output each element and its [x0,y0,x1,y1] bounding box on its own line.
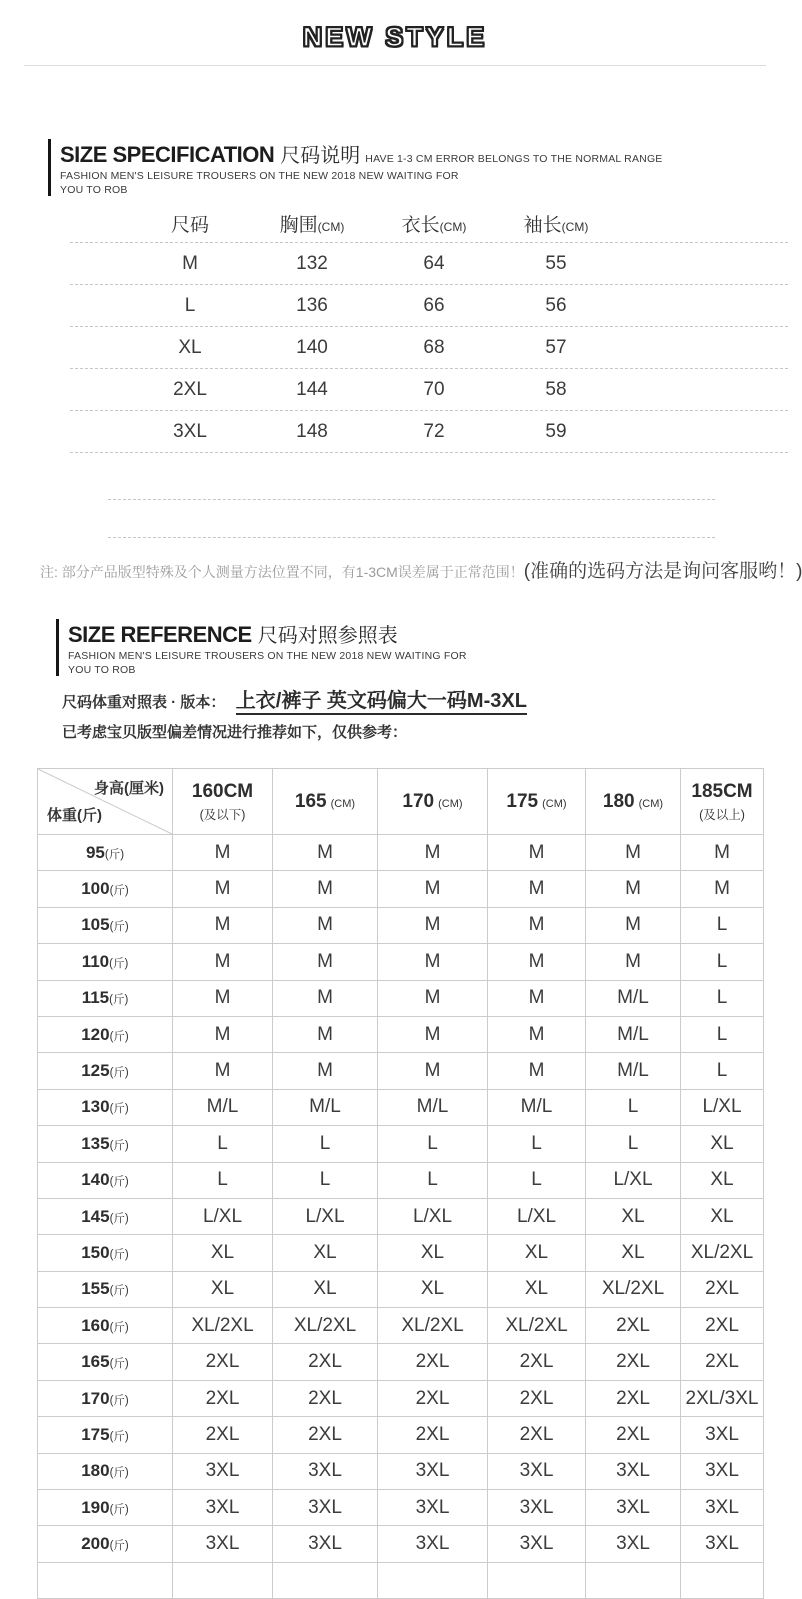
size-cell: M [488,1053,586,1089]
spec-table-row [70,243,788,285]
size-cell: L [273,1126,378,1162]
size-cell: 2XL [586,1308,681,1344]
weight-value: 125 [81,1061,110,1081]
weight-unit: (斤) [109,885,129,898]
weight-unit: (斤) [109,1248,129,1261]
size-cell: 2XL [173,1380,273,1416]
size-cell: M [173,871,273,907]
spec-subtitle-line2: YOU TO ROB [60,184,128,196]
version-label: 尺码体重对照表 · 版本： [62,694,226,711]
size-cell: L/XL [173,1198,273,1234]
spec-table-row [70,285,788,327]
size-cell: M [378,1053,488,1089]
weight-value: 175 [81,1424,110,1444]
weight-row [38,944,764,980]
banner-divider [24,65,766,66]
weight-unit: (斤) [109,1321,129,1334]
size-cell: L/XL [681,1089,764,1125]
spec-column-header [251,210,373,237]
weight-cell [38,907,173,943]
size-cell [586,1562,681,1598]
weight-value: 135 [81,1133,110,1153]
note-gray-text: 注: 部分产品版型特殊及个人测量方法位置不同，有1-3CM误差属于正常范围！ [40,564,524,580]
corner-height-label: 身高(厘米) [94,780,164,797]
weight-row [38,1344,764,1380]
size-cell: L [681,944,764,980]
spec-column-unit: (CM) [317,220,345,234]
size-cell: L [273,1162,378,1198]
weight-cell [38,1562,173,1598]
size-cell: L [378,1162,488,1198]
size-cell: XL [378,1271,488,1307]
height-value: 175 [506,790,539,812]
weight-value: 190 [81,1497,110,1517]
size-cell: L [173,1162,273,1198]
version-line [62,684,790,713]
size-cell: XL [586,1235,681,1271]
size-cell: M [273,1016,378,1052]
weight-unit: (斤) [109,1103,129,1116]
size-cell: M [378,871,488,907]
weight-value: 165 [81,1352,110,1372]
size-cell: 2XL [586,1344,681,1380]
height-value: 165 [294,790,327,812]
weight-unit: (斤) [104,848,125,861]
size-cell: M [586,944,681,980]
size-cell: XL [488,1271,586,1307]
size-cell: 3XL [681,1490,764,1526]
size-cell: XL [586,1198,681,1234]
weight-value: 110 [81,951,110,971]
weight-row [38,1053,764,1089]
weight-row [38,980,764,1016]
spec-title-en: SIZE SPECIFICATION [60,142,275,167]
height-unit: (及以下) [199,807,246,822]
size-cell: 3XL [173,1526,273,1562]
section-accent-bar [48,139,51,196]
height-weight-size-table [37,768,764,1599]
weight-cell [38,1089,173,1125]
spec-sleeve-cell: 59 [545,420,567,442]
size-cell: 2XL [173,1417,273,1453]
size-cell: XL [273,1235,378,1271]
size-cell: 2XL [586,1380,681,1416]
size-cell: L [681,1016,764,1052]
size-spec-table [70,205,788,453]
weight-cell [38,1453,173,1489]
size-cell [681,1562,764,1598]
size-cell: M [173,1016,273,1052]
height-unit: (及以上) [699,807,745,822]
size-cell: XL/2XL [488,1308,586,1344]
weight-value: 105 [81,915,110,935]
weight-unit: (斤) [109,1430,129,1443]
spec-column-unit: (CM) [561,220,589,234]
height-unit: (CM) [638,797,664,810]
weight-cell [38,1053,173,1089]
banner-title: NEW STYLE [302,22,488,52]
size-cell: 2XL [378,1417,488,1453]
size-cell: 3XL [378,1453,488,1489]
weight-unit: (斤) [109,1285,129,1298]
size-cell: M [681,871,764,907]
height-unit: (CM) [542,797,567,810]
size-cell: 2XL [273,1380,378,1416]
weight-row [38,1016,764,1052]
weight-cell [38,980,173,1016]
size-cell: L [586,1126,681,1162]
size-cell: 3XL [681,1526,764,1562]
weight-unit: (斤) [109,1067,129,1080]
size-cell: M [378,1016,488,1052]
weight-row [38,1417,764,1453]
version-value: 上衣/裤子 英文码偏大一码M-3XL [236,690,527,715]
reference-subtitle-line1: FASHION MEN'S LEISURE TROUSERS ON THE NEW 2018 NEW WAITING FOR [68,650,467,662]
height-unit: (CM) [330,797,356,810]
weight-value: 120 [81,1024,110,1044]
weight-unit: (斤) [109,994,129,1007]
empty-dashed-line [108,500,715,538]
weight-cell [38,1162,173,1198]
spec-length-cell: 70 [423,378,445,400]
size-cell: 3XL [173,1453,273,1489]
size-cell: 2XL [681,1271,764,1307]
spec-length-cell: 64 [423,252,445,274]
spec-column-label: 袖长 [523,215,562,236]
weight-cell [38,1198,173,1234]
weight-value: 100 [81,879,110,899]
size-cell: 3XL [681,1417,764,1453]
size-cell: 2XL [488,1380,586,1416]
spec-title-note: HAVE 1-3 CM ERROR BELONGS TO THE NORMAL RANGE [365,153,663,165]
size-cell: 2XL [488,1344,586,1380]
spec-column-label: 尺码 [170,215,209,236]
weight-value: 130 [81,1097,110,1117]
size-cell: 3XL [173,1490,273,1526]
spec-size-cell: L [184,294,196,316]
spec-length-cell: 66 [423,294,445,316]
size-cell: XL [173,1235,273,1271]
spec-length-cell: 72 [423,420,445,442]
size-cell: M [586,871,681,907]
weight-row [38,1126,764,1162]
weight-value: 155 [81,1279,110,1299]
size-cell: M [273,835,378,871]
size-cell: M [488,907,586,943]
spec-chest-cell: 148 [296,420,328,442]
size-cell [273,1562,378,1598]
size-cell: M [273,944,378,980]
weight-unit: (斤) [109,1358,129,1371]
height-value: 180 [602,790,635,812]
size-cell: 3XL [488,1453,586,1489]
size-cell: M [173,835,273,871]
note-dark-text: (准确的选码方法是询问客服哟！) [523,561,802,582]
size-cell: XL/2XL [378,1308,488,1344]
weight-row [38,1453,764,1489]
size-cell: 3XL [378,1490,488,1526]
size-cell: XL [488,1235,586,1271]
spec-size-cell: M [182,252,198,274]
spec-size-cell: XL [178,336,202,358]
size-cell: M [488,944,586,980]
size-cell [488,1562,586,1598]
recommendation-hint: 已考虑宝贝版型偏差情况进行推荐如下，仅供参考： [62,724,408,741]
weight-cell [38,944,173,980]
height-column-header [488,769,586,835]
size-cell: L/XL [488,1198,586,1234]
spec-sleeve-cell: 55 [545,252,567,274]
size-cell: M [273,1053,378,1089]
weight-value: 95 [85,842,105,862]
height-value: 185CM [691,780,753,802]
size-cell: M [488,835,586,871]
weight-unit: (斤) [109,1394,129,1407]
reference-subtitle-line2: YOU TO ROB [68,664,136,676]
size-cell: M [273,907,378,943]
height-unit: (CM) [438,797,463,810]
height-column-header [681,769,764,835]
size-cell: M/L [378,1089,488,1125]
size-cell: XL/2XL [173,1308,273,1344]
size-cell: L [681,907,764,943]
weight-unit: (斤) [109,957,129,970]
size-cell: XL [681,1126,764,1162]
spec-column-unit: (CM) [439,220,467,234]
size-cell: M/L [586,980,681,1016]
size-cell: L [173,1126,273,1162]
reference-section-header [56,619,790,676]
size-cell: M/L [586,1053,681,1089]
spec-chest-cell: 136 [296,294,328,316]
size-cell [173,1562,273,1598]
spec-section-header [48,139,790,196]
weight-row [38,907,764,943]
size-cell: 3XL [488,1526,586,1562]
size-cell: 3XL [273,1453,378,1489]
weight-row [38,1162,764,1198]
weight-row [38,835,764,871]
weight-unit: (斤) [109,1540,129,1553]
spec-table-row [70,411,788,453]
size-cell: M [173,1053,273,1089]
size-cell: 3XL [586,1453,681,1489]
size-cell: XL/2XL [586,1271,681,1307]
size-cell [378,1562,488,1598]
size-cell: M/L [488,1089,586,1125]
reference-title-cn: 尺码对照参照表 [257,625,398,647]
height-column-header [586,769,681,835]
size-cell: 2XL [586,1417,681,1453]
spec-column-header [373,210,495,237]
weight-cell [38,1235,173,1271]
size-cell: 3XL [586,1526,681,1562]
spec-column-header [495,210,617,237]
weight-row [38,1271,764,1307]
weight-unit: (斤) [109,1030,129,1043]
size-cell: 2XL [378,1380,488,1416]
corner-cell [38,769,173,835]
height-header-row [38,769,764,835]
partial-clipped-row [38,1562,764,1598]
weight-value: 115 [81,988,110,1008]
weight-cell [38,1016,173,1052]
size-cell: M [586,835,681,871]
empty-dashed-line [108,453,715,500]
spec-table-row [70,327,788,369]
size-cell: 3XL [681,1453,764,1489]
weight-value: 180 [81,1461,110,1481]
weight-unit: (斤) [109,921,129,934]
size-cell: L [681,980,764,1016]
spec-size-cell: 3XL [173,420,207,442]
weight-cell [38,1344,173,1380]
size-cell: L/XL [273,1198,378,1234]
size-cell: XL [273,1271,378,1307]
size-cell: L [681,1053,764,1089]
weight-row [38,1089,764,1125]
spec-size-cell: 2XL [173,378,207,400]
size-cell: XL/2XL [273,1308,378,1344]
height-value: 160CM [191,780,254,802]
weight-row [38,1198,764,1234]
size-cell: M [378,907,488,943]
size-cell: 3XL [488,1490,586,1526]
size-cell: 3XL [586,1490,681,1526]
size-cell: 2XL [173,1344,273,1380]
size-cell: XL [378,1235,488,1271]
size-cell: XL [681,1162,764,1198]
size-cell: M [378,944,488,980]
spec-column-label: 胸围 [279,215,318,236]
weight-row [38,1490,764,1526]
spec-chest-cell: 140 [296,336,328,358]
size-cell: M/L [586,1016,681,1052]
size-cell: M/L [173,1089,273,1125]
spec-title-cn: 尺码说明 [280,145,361,167]
size-cell: M [173,980,273,1016]
weight-cell [38,1417,173,1453]
weight-value: 200 [81,1534,110,1554]
weight-value: 140 [81,1170,110,1190]
size-cell: L [378,1126,488,1162]
height-column-header [173,769,273,835]
weight-cell [38,1490,173,1526]
size-cell: XL/2XL [681,1235,764,1271]
spec-sleeve-cell: 57 [545,336,567,358]
weight-unit: (斤) [109,1503,129,1516]
size-cell: 2XL [273,1344,378,1380]
size-cell: 3XL [273,1490,378,1526]
weight-unit: (斤) [109,1467,129,1480]
height-value: 170 [402,790,435,812]
size-cell: M [681,835,764,871]
size-cell: M/L [273,1089,378,1125]
spec-table-row [70,369,788,411]
size-cell: 2XL [273,1417,378,1453]
weight-cell [38,1271,173,1307]
spec-column-header [129,210,251,237]
section-accent-bar [56,619,59,676]
size-cell: M [488,980,586,1016]
weight-row [38,1526,764,1562]
size-spec-table-header [70,205,788,243]
size-cell: XL [173,1271,273,1307]
size-cell: M [273,871,378,907]
weight-value: 145 [81,1206,110,1226]
spec-column-label: 衣长 [401,215,440,236]
weight-value: 150 [81,1242,110,1262]
spec-length-cell: 68 [423,336,445,358]
spec-chest-cell: 144 [296,378,328,400]
size-cell: M [378,980,488,1016]
spec-subtitle-line1: FASHION MEN'S LEISURE TROUSERS ON THE NEW 2018 NEW WAITING FOR [60,170,459,182]
size-cell: 2XL [681,1344,764,1380]
size-cell: M [273,980,378,1016]
size-cell: M [586,907,681,943]
weight-cell [38,1526,173,1562]
size-cell: 2XL [488,1417,586,1453]
weight-cell [38,835,173,871]
weight-unit: (斤) [109,1176,129,1189]
banner [0,0,790,66]
size-cell: XL [681,1198,764,1234]
weight-cell [38,1308,173,1344]
weight-cell [38,1380,173,1416]
size-specification-section [0,139,802,583]
weight-row [38,1235,764,1271]
weight-cell [38,1126,173,1162]
weight-row [38,1308,764,1344]
size-cell: M [173,907,273,943]
size-cell: L/XL [378,1198,488,1234]
spec-sleeve-cell: 58 [545,378,567,400]
size-cell: M [488,871,586,907]
size-cell: 3XL [273,1526,378,1562]
size-cell: 2XL/3XL [681,1380,764,1416]
size-cell: M [173,944,273,980]
size-reference-section [0,619,790,1599]
weight-row [38,871,764,907]
weight-row [38,1380,764,1416]
reference-title-en: SIZE REFERENCE [68,622,252,647]
spec-chest-cell: 132 [296,252,328,274]
size-cell: 2XL [681,1308,764,1344]
size-cell: L/XL [586,1162,681,1198]
size-cell: M [488,1016,586,1052]
measurement-note [40,556,802,583]
height-column-header [378,769,488,835]
size-cell: L [488,1126,586,1162]
size-cell: L [488,1162,586,1198]
weight-value: 160 [81,1315,110,1335]
height-column-header [273,769,378,835]
weight-unit: (斤) [109,1212,129,1225]
size-cell: L [586,1089,681,1125]
weight-unit: (斤) [109,1139,129,1152]
size-cell: 2XL [378,1344,488,1380]
size-cell: M [378,835,488,871]
spec-sleeve-cell: 56 [545,294,567,316]
weight-cell [38,871,173,907]
weight-value: 170 [81,1388,110,1408]
corner-weight-label: 体重(斤) [47,807,102,824]
size-cell: 3XL [378,1526,488,1562]
